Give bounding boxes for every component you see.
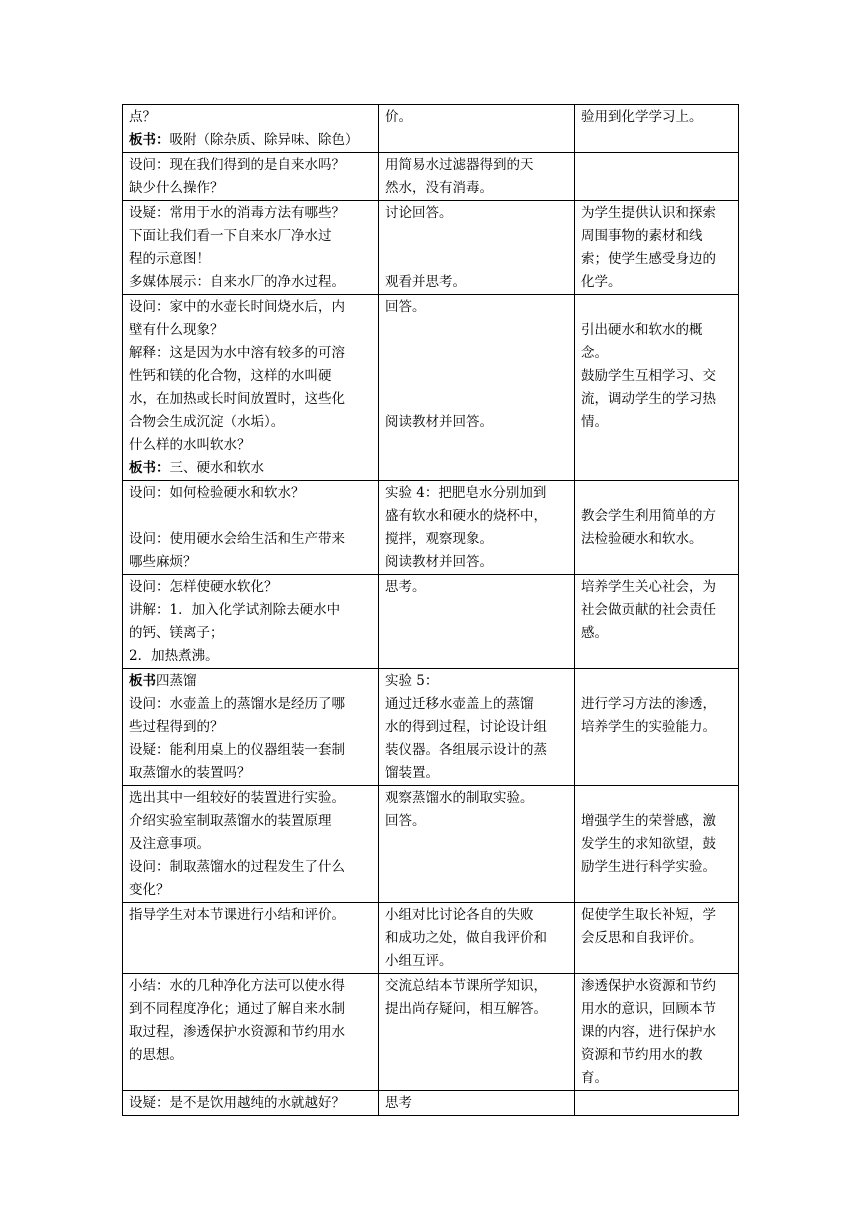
purpose-activity-cell	[575, 974, 739, 1091]
lesson-plan-body	[123, 105, 739, 1116]
cell-line: 提出尚存疑问，相互解答。	[385, 1001, 547, 1017]
student-activity-cell	[379, 481, 575, 575]
cell-line: 回答。	[385, 813, 426, 829]
student-activity-cell	[379, 1091, 575, 1116]
cell-line: 2．加热煮沸。	[129, 648, 219, 664]
cell-line: 水的得到过程，讨论设计组	[385, 719, 547, 735]
purpose-activity-cell	[575, 481, 739, 575]
table-row	[123, 201, 739, 295]
cell-line: 缺少什么操作？	[129, 180, 224, 196]
board-label: 板书：	[129, 460, 170, 476]
board-text: 吸附（除杂质、除异味、除色）	[169, 132, 359, 148]
cell-line: 为学生提供认识和探索	[581, 205, 716, 221]
cell-line: 设疑：常用于水的消毒方法有哪些？	[129, 205, 345, 221]
cell-line: 的思想。	[129, 1047, 183, 1063]
cell-line: 讨论回答。	[385, 205, 453, 221]
cell-line: 索；使学生感受身边的	[581, 251, 716, 267]
cell-line	[129, 457, 372, 480]
board-label: 板书	[129, 673, 156, 689]
cell-line: 法检验硬水和软水。	[581, 531, 703, 547]
cell-line: 观看并思考。	[385, 274, 466, 290]
cell-line: 思考。	[385, 579, 426, 595]
cell-line: 到不同程度净化；通过了解自来水制	[129, 1001, 345, 1017]
cell-line	[385, 388, 568, 411]
cell-line: 程的示意图！	[129, 251, 210, 267]
purpose-activity-cell	[575, 903, 739, 974]
purpose-activity-cell	[575, 575, 739, 669]
table-row	[123, 974, 739, 1091]
purpose-activity-cell	[575, 669, 739, 786]
cell-line: 通过迁移水壶盖上的蒸馏	[385, 696, 534, 712]
cell-line: 渗透保护水资源和节约	[581, 978, 716, 994]
cell-line: 引出硬水和软水的概	[581, 322, 703, 338]
student-activity-cell	[379, 786, 575, 903]
cell-line: 社会做贡献的社会责任	[581, 602, 716, 618]
cell-line: 周围事物的素材和线	[581, 228, 703, 244]
cell-line: 解释：这是因为水中溶有较多的可溶	[129, 345, 345, 361]
cell-line: 设问：如何检验硬水和软水？	[129, 485, 305, 501]
purpose-activity-cell	[575, 1091, 739, 1116]
teacher-activity-cell	[123, 201, 379, 295]
student-activity-cell	[379, 669, 575, 786]
cell-line	[581, 787, 732, 810]
cell-line: 多媒体展示：自来水厂的净水过程。	[129, 274, 345, 290]
cell-line: 实验 5：	[385, 673, 439, 689]
cell-line: 讲解：1．加入化学试剂除去硬水中	[129, 602, 341, 618]
student-activity-cell	[379, 974, 575, 1091]
cell-line: 思考	[385, 1095, 412, 1111]
cell-line: 取过程，渗透保护水资源和节约用水	[129, 1024, 345, 1040]
table-row	[123, 105, 739, 153]
cell-line: 会反思和自我评价。	[581, 930, 703, 946]
cell-line: 设问：家中的水壶长时间烧水后，内	[129, 299, 345, 315]
cell-line: 情。	[581, 414, 608, 430]
cell-line: 馏装置。	[385, 765, 439, 781]
cell-line	[129, 505, 372, 528]
teacher-activity-cell	[123, 903, 379, 974]
teacher-activity-cell	[123, 669, 379, 786]
purpose-activity-cell	[575, 786, 739, 903]
cell-line: 设疑：是不是饮用越纯的水就越好？	[129, 1095, 345, 1111]
teacher-activity-cell	[123, 105, 379, 153]
cell-line	[581, 296, 732, 319]
cell-line: 设问：水壶盖上的蒸馏水是经历了哪	[129, 696, 345, 712]
purpose-activity-cell	[575, 153, 739, 201]
cell-line: 指导学生对本节课进行小结和评价。	[129, 907, 345, 923]
cell-line	[129, 670, 372, 693]
cell-line: 念。	[581, 345, 608, 361]
board-text: 三、硬水和软水	[169, 460, 264, 476]
cell-line: 回答。	[385, 299, 426, 315]
cell-line	[385, 319, 568, 342]
teacher-activity-cell	[123, 153, 379, 201]
cell-line: 资源和节约用水的教	[581, 1047, 703, 1063]
cell-line: 培养学生的实验能力。	[581, 719, 716, 735]
cell-line	[385, 365, 568, 388]
cell-line: 设问：制取蒸馏水的过程发生了什么	[129, 859, 345, 875]
cell-line: 设问：使用硬水会给生活和生产带来	[129, 531, 345, 547]
cell-line: 介绍实验室制取蒸馏水的装置原理	[129, 813, 332, 829]
cell-line: 培养学生关心社会，为	[581, 579, 716, 595]
cell-line	[385, 225, 568, 248]
cell-line: 化学。	[581, 274, 622, 290]
cell-line: 进行学习方法的渗透，	[581, 696, 716, 712]
cell-line: 发学生的求知欲望，鼓	[581, 836, 716, 852]
cell-line: 增强学生的荣誉感，激	[581, 813, 716, 829]
cell-line: 设问：现在我们得到的是自来水吗？	[129, 157, 345, 173]
cell-line	[385, 342, 568, 365]
cell-line: 小组对比讨论各自的失败	[385, 907, 534, 923]
cell-line: 价。	[385, 109, 412, 125]
student-activity-cell	[379, 903, 575, 974]
cell-line: 取蒸馏水的装置吗？	[129, 765, 251, 781]
student-activity-cell	[379, 201, 575, 295]
cell-line: 验用到化学学习上。	[581, 109, 703, 125]
purpose-activity-cell	[575, 295, 739, 481]
student-activity-cell	[379, 295, 575, 481]
cell-line: 感。	[581, 625, 608, 641]
cell-line: 教会学生利用简单的方	[581, 508, 716, 524]
table-row	[123, 481, 739, 575]
teacher-activity-cell	[123, 575, 379, 669]
cell-line: 励学生进行科学实验。	[581, 859, 716, 875]
cell-line: 及注意事项。	[129, 836, 210, 852]
cell-line: 性钙和镁的化合物，这样的水叫硬	[129, 368, 332, 384]
table-row	[123, 786, 739, 903]
teacher-activity-cell	[123, 295, 379, 481]
table-row	[123, 903, 739, 974]
cell-line: 的钙、镁离子；	[129, 625, 224, 641]
teacher-activity-cell	[123, 1091, 379, 1116]
cell-line: 合物会生成沉淀（水垢）。	[129, 414, 285, 430]
student-activity-cell	[379, 575, 575, 669]
cell-line: 然水，没有消毒。	[385, 180, 493, 196]
board-label: 板书：	[129, 132, 170, 148]
cell-line: 小组互评。	[385, 953, 453, 969]
cell-line: 实验 4：把肥皂水分别加到	[385, 485, 547, 501]
cell-line: 观察蒸馏水的制取实验。	[385, 790, 534, 806]
table-row	[123, 1091, 739, 1116]
cell-line	[581, 482, 732, 505]
cell-line: 变化？	[129, 882, 170, 898]
cell-line: 什么样的水叫软水？	[129, 437, 251, 453]
cell-line: 下面让我们看一下自来水厂净水过	[129, 228, 332, 244]
lesson-page	[122, 104, 739, 1116]
teacher-activity-cell	[123, 481, 379, 575]
cell-line: 设疑：能利用桌上的仪器组装一套制	[129, 742, 345, 758]
cell-line	[581, 670, 732, 693]
cell-line: 选出其中一组较好的装置进行实验。	[129, 790, 345, 806]
table-row	[123, 669, 739, 786]
purpose-activity-cell	[575, 201, 739, 295]
cell-line: 设问：怎样使硬水软化？	[129, 579, 278, 595]
cell-line: 装仪器。各组展示设计的蒸	[385, 742, 547, 758]
cell-line: 育。	[581, 1070, 608, 1086]
teacher-activity-cell	[123, 974, 379, 1091]
cell-line	[129, 129, 372, 152]
table-row	[123, 295, 739, 481]
cell-line: 课的内容，进行保护水	[581, 1024, 716, 1040]
cell-line: 和成功之处，做自我评价和	[385, 930, 547, 946]
cell-line: 些过程得到的？	[129, 719, 224, 735]
cell-line: 交流总结本节课所学知识，	[385, 978, 547, 994]
teacher-activity-cell	[123, 786, 379, 903]
table-row	[123, 153, 739, 201]
cell-line: 搅拌，观察现象。	[385, 531, 493, 547]
table-row	[123, 575, 739, 669]
cell-line: 水，在加热或长时间放置时，这些化	[129, 391, 345, 407]
cell-line: 盛有软水和硬水的烧杯中，	[385, 508, 547, 524]
cell-line	[385, 248, 568, 271]
cell-line: 用简易水过滤器得到的天	[385, 157, 534, 173]
student-activity-cell	[379, 153, 575, 201]
board-text: 四蒸馏	[156, 673, 197, 689]
cell-line: 点？	[129, 109, 156, 125]
cell-line: 促使学生取长补短，学	[581, 907, 716, 923]
cell-line: 哪些麻烦？	[129, 554, 197, 570]
student-activity-cell	[379, 105, 575, 153]
cell-line: 用水的意识，回顾本节	[581, 1001, 716, 1017]
lesson-plan-table	[122, 104, 739, 1116]
cell-line: 流，调动学生的学习热	[581, 391, 716, 407]
cell-line: 小结：水的几种净化方法可以使水得	[129, 978, 345, 994]
purpose-activity-cell	[575, 105, 739, 153]
cell-line: 阅读教材并回答。	[385, 554, 493, 570]
cell-line: 壁有什么现象？	[129, 322, 224, 338]
cell-line: 鼓励学生互相学习、交	[581, 368, 716, 384]
cell-line: 阅读教材并回答。	[385, 414, 493, 430]
